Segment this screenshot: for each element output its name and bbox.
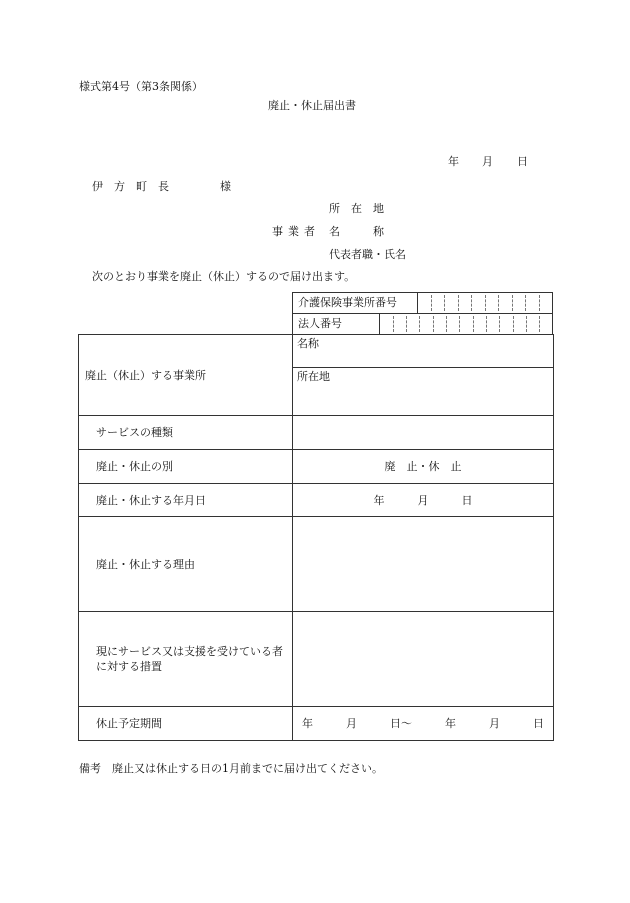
date-day-label: 日 — [517, 155, 528, 168]
corporate-number-label-cell — [292, 313, 380, 334]
distinction-row — [79, 450, 554, 484]
care-insurance-number-field[interactable] — [417, 292, 553, 313]
care-insurance-number-label: 介護保険事業所番号 — [298, 296, 397, 309]
facility-row — [79, 335, 554, 416]
document-title: 廃止・休止届出書 — [268, 99, 356, 112]
date-year-label: 年 — [448, 155, 459, 168]
care-insurance-number-label-cell — [292, 292, 418, 313]
date-label: 廃止・休止する年月日 — [79, 484, 293, 517]
date-month-label: 月 — [482, 155, 493, 168]
form-number: 様式第4号（第3条関係） — [79, 80, 203, 93]
reason-label: 廃止・休止する理由 — [79, 517, 293, 612]
addressee-honorific: 様 — [220, 180, 231, 193]
corporate-number-label: 法人番号 — [298, 317, 342, 330]
measures-label: 現にサービス又は支援を受けている者に対する措置 — [79, 612, 293, 707]
period-row — [79, 707, 554, 741]
intro-text: 次のとおり事業を廃止（休止）するので届け出ます。 — [92, 270, 356, 283]
service-type-row — [79, 416, 554, 450]
facility-name-field[interactable] — [293, 335, 553, 368]
measures-field[interactable] — [293, 612, 554, 707]
measures-row — [79, 612, 554, 707]
distinction-value[interactable]: 廃 止・休 止 — [293, 450, 554, 484]
facility-name-label: 名称 — [297, 337, 319, 350]
reason-field[interactable] — [293, 517, 554, 612]
period-label: 休止予定期間 — [79, 707, 293, 741]
reason-row — [79, 517, 554, 612]
period-value[interactable]: 年 月 日～ 年 月 日 — [293, 707, 554, 741]
facility-label: 廃止（休止）する事業所 — [79, 335, 293, 416]
footer-note: 備考 廃止又は休止する日の1月前までに届け出てください。 — [79, 762, 383, 775]
applicant-representative-label: 代表者職・氏名 — [329, 248, 406, 261]
service-type-field[interactable] — [293, 416, 554, 450]
facility-value-cell — [293, 335, 554, 416]
applicant-entity-label: 事業者 — [272, 225, 320, 238]
main-form-table — [78, 334, 554, 741]
date-row — [79, 484, 554, 517]
service-type-label: サービスの種類 — [79, 416, 293, 450]
facility-address-field[interactable] — [293, 368, 553, 415]
applicant-name-label: 名 称 — [329, 225, 384, 238]
addressee-name: 伊 方 町 長 — [92, 180, 169, 193]
applicant-address-label: 所 在 地 — [329, 202, 384, 215]
corporate-number-field[interactable] — [379, 313, 553, 334]
distinction-label: 廃止・休止の別 — [79, 450, 293, 484]
date-value[interactable]: 年 月 日 — [293, 484, 554, 517]
facility-address-label: 所在地 — [297, 370, 330, 383]
